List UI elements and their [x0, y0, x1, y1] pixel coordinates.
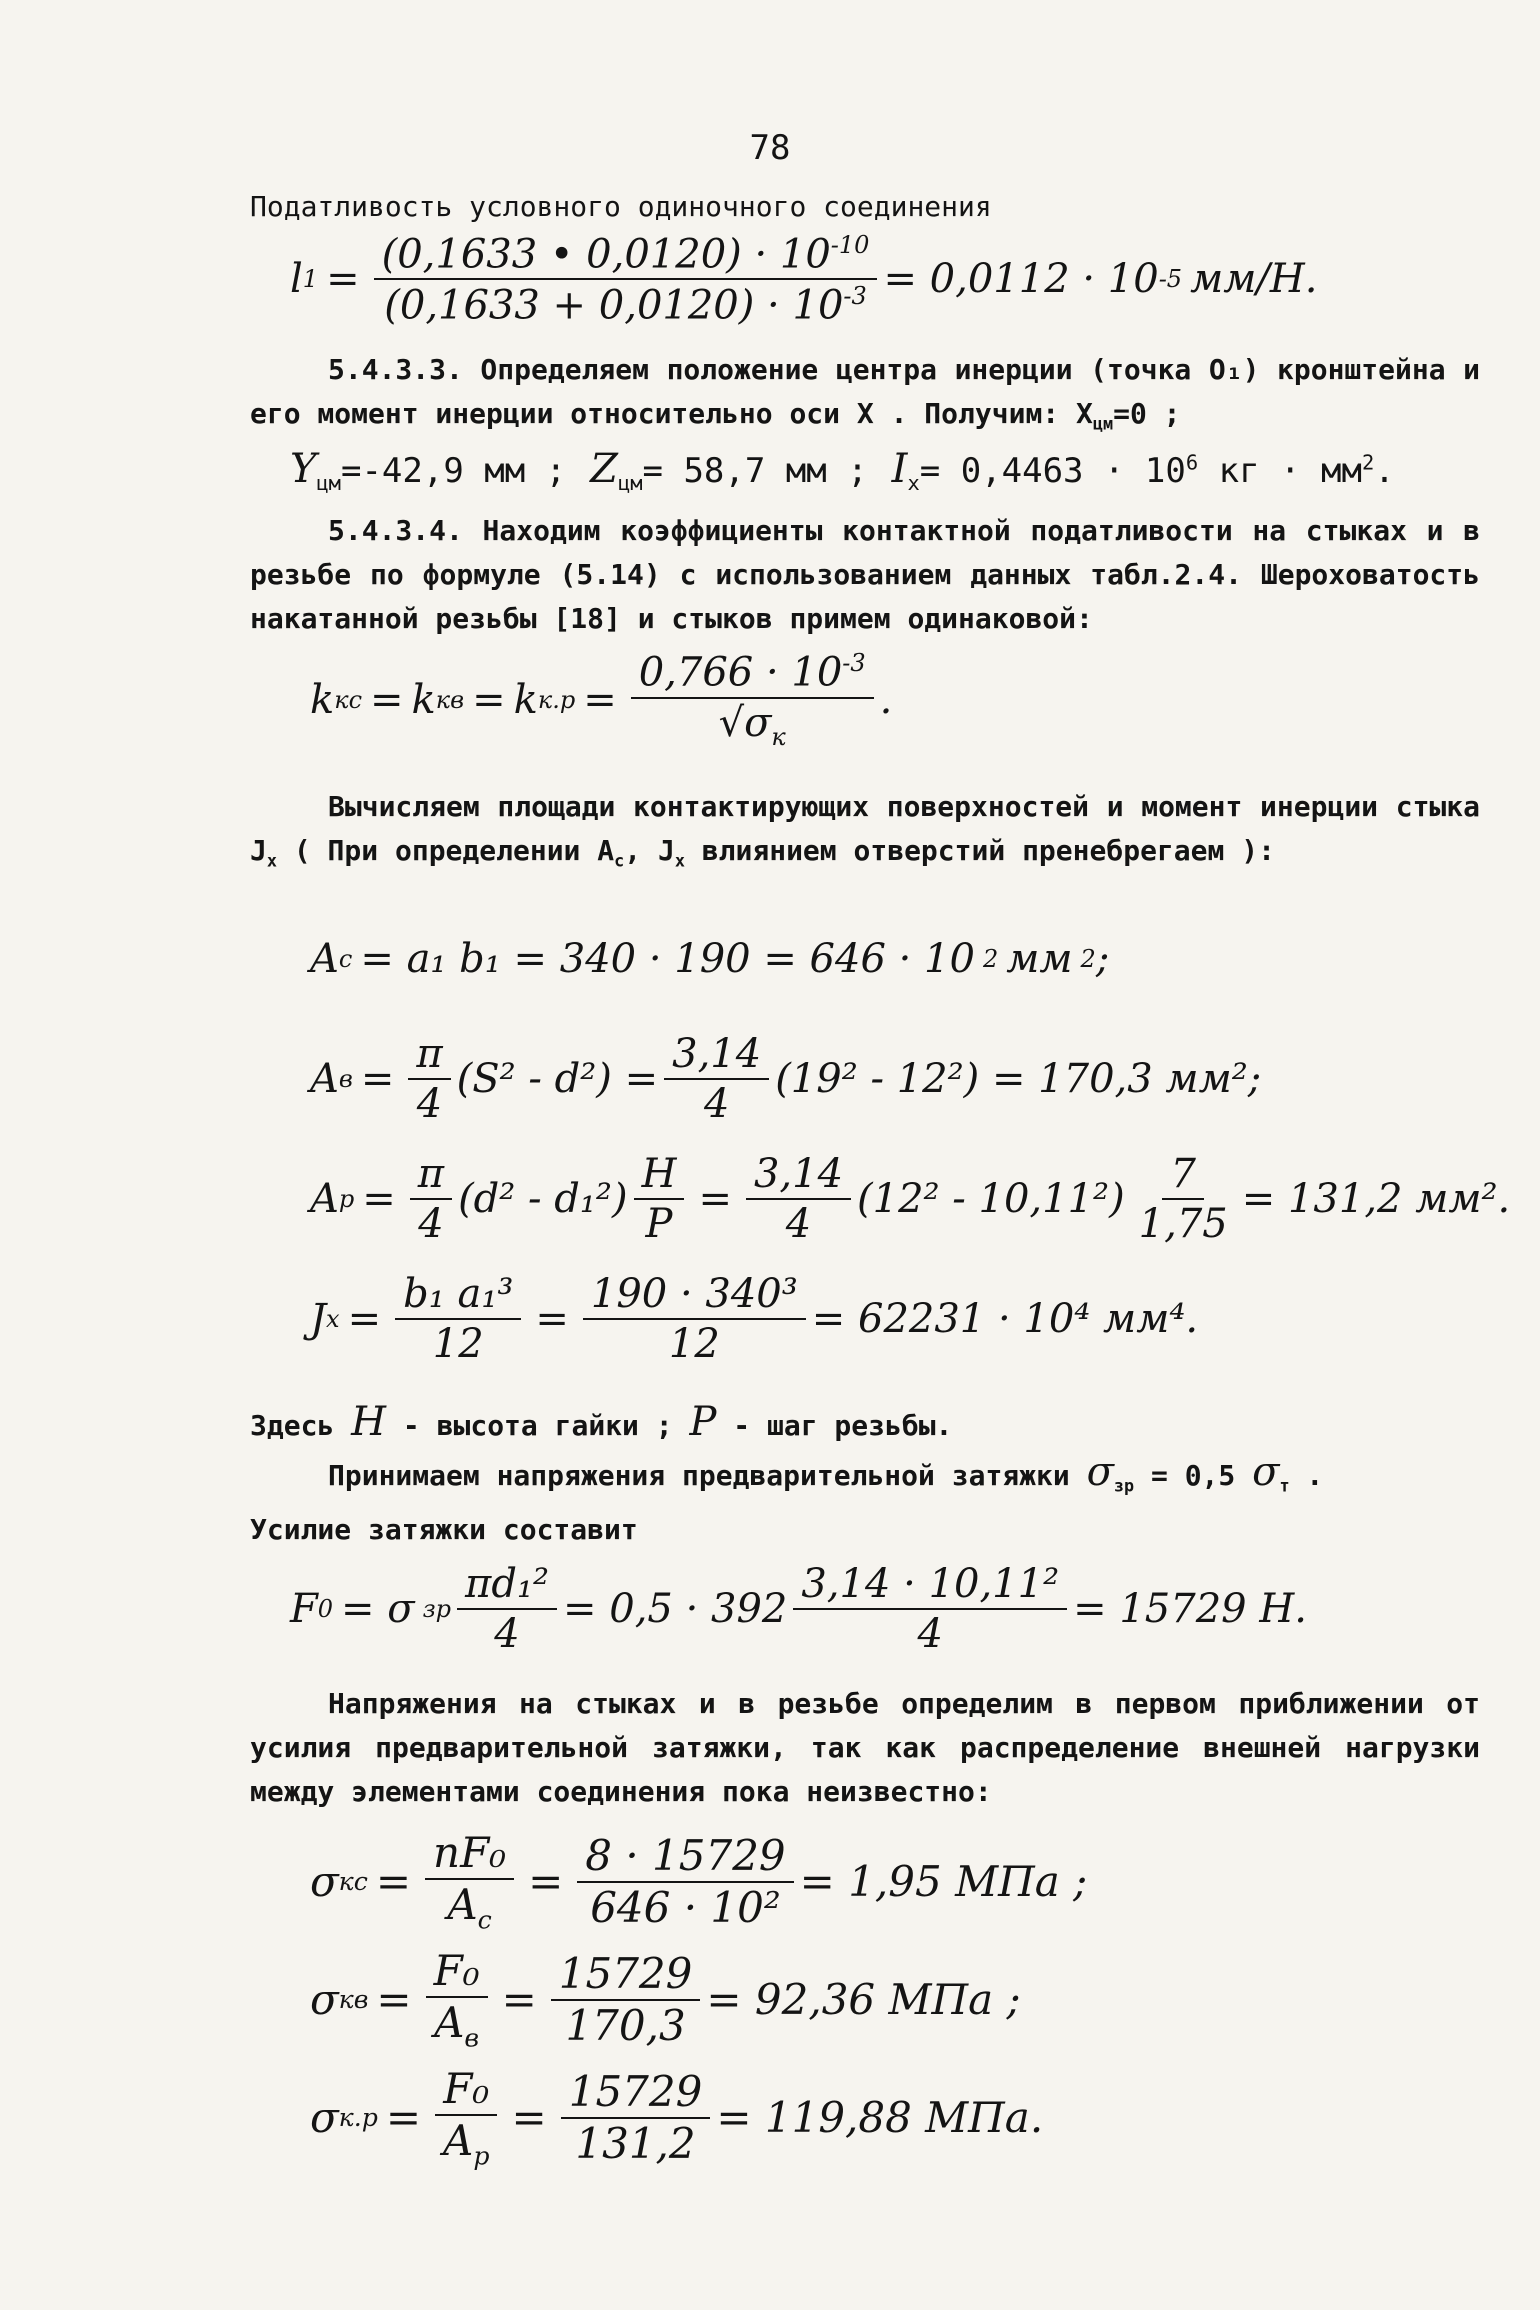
coefficient-fraction: $\frac{0,766 \cdot 10^{-3}}{√\sigma_к}$ [631, 651, 874, 748]
equation-stress-joint: σ кс = $\frac{\text{nF₀}}{A_c}$ = $\frac{8 \cdot 15729}{\text{646 · 10²}}$ = 1,95 МПа ; [310, 1827, 1088, 1935]
section-5-4-3-4: 5.4.3.4. Находим коэффициенты контактной податливости на стыках и в резьбе по формуле (5.14) с использованием данных табл.2.4. Шероховатость накатанной резьбы [18] и стыков примем одинаковой: [250, 514, 1480, 636]
equation-stress-nut: σ кв = $\frac{\text{F₀}}{A_в}$ = $\frac{15729}{170,3}$ = 92,36 МПа ; [310, 1945, 1021, 2053]
equation-area-thread: A p = $\frac{\pi}{4}$ (d² - d₁²) $\frac{H}{P}$ = $\frac{3,14}{4}$ (12² - 10,11²) $\frac{7}{1,75}$ = 131,2 мм². [310, 1151, 1511, 1248]
section-5-4-3-3: 5.4.3.3. Определяем положение центра инерции (точка O₁) кронштейна и его момент инерции относительно оси X . Получим: $X_{цм}=0$ ; [250, 352, 1480, 434]
formula-compliance: l 1 = $\frac{(0,1633 • 0,0120) \cdot 10^{-10}}{(0,1633 + 0,0120) \cdot 10^{-3}}$ = 0,0112 · 10 -5 мм/Н. [290, 231, 1318, 329]
para-contact-areas: Вычисляем площади контактирующих поверхностей и момент инерции стыка $J_x$ ( При определении $A_c$, $J_x$ влиянием отверстий пренебрегаем ): [250, 789, 1480, 871]
intro-text: Податливость условного одиночного соединения [250, 190, 992, 223]
para-pretension: Принимаем напряжения предварительной затяжки $\sigma_{зр} = 0,5$ $\sigma_т$ . [328, 1449, 1324, 1496]
para-stress: Напряжения на стыках и в резьбе определим в первом приближении от усилия предварительной затяжки, так как распределение внешней нагрузки между элементами соединения пока неизвестно: [250, 1686, 1480, 1808]
para-force-label: Усилие затяжки составит [250, 1512, 638, 1546]
page-number: 78 [749, 128, 791, 168]
formula-contact-coefficients: k кс = k кв = k к.р = $\frac{0,766 \cdot 10^{-3}}{√\sigma_к}$ . [310, 649, 893, 751]
compliance-fraction: $\frac{(0,1633 • 0,0120) \cdot 10^{-10}}{(0,1633 + 0,0120) \cdot 10^{-3}}$ [374, 233, 878, 326]
equation-pretension-force: F 0 = σ зр $\frac{\text{πd₁²}}{4}$ = 0,5 · 392 $\frac{\text{3,14 · 10,11²}}{4}$ = 15729 Н. [290, 1560, 1307, 1657]
equation-area-joint: A c = a₁ b₁ = 340 · 190 = 646 · 10 2 мм 2 ; [310, 936, 1110, 983]
page-content [250, 185, 1511, 2171]
equation-stress-thread: σ к.р = $\frac{\text{F₀}}{A_p}$ = $\frac{15729}{131,2}$ = 119,88 МПа. [310, 2063, 1044, 2171]
equation-joint-inertia: J x = $\frac{\text{b₁ a₁³}}{12}$ = $\frac{\text{190 · 340³}}{12}$ = 62231 · 10⁴ мм⁴. [310, 1271, 1199, 1368]
para-nut-height: Здесь H - высота гайки ; P - шаг резьбы. [250, 1399, 953, 1446]
equation-area-nut: A в = $\frac{\pi}{4}$ (S² - d²) = $\frac{3,14}{4}$ (19² - 12²) = 170,3 мм²; [310, 1031, 1262, 1128]
inertia-values: $Y_{цм}=-42,9$ мм ; $Z_{цм}= 58,7$ мм ; $I_x= 0,4463 \cdot 10^6$ кг · $мм^2$. [290, 446, 1395, 496]
